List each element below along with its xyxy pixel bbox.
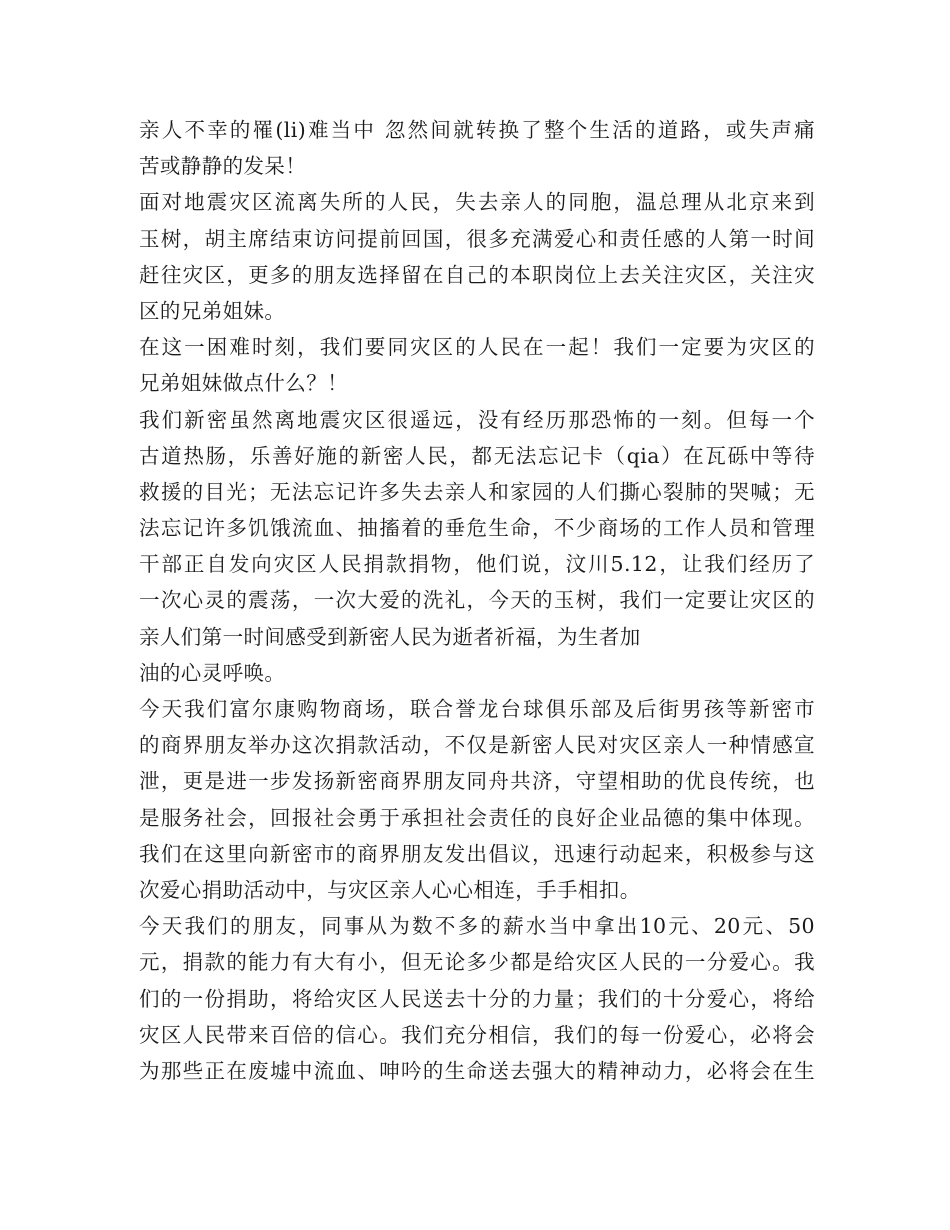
- text-line: 干部正自发向灾区人民捐款捐物，他们说，汶川5.12，让我们经历了: [139, 552, 815, 577]
- text-line: 泄，更是进一步发扬新密商界朋友同舟共济，守望相助的优良传统，也: [139, 769, 815, 794]
- text-line: 灾区人民带来百倍的信心。我们充分相信，我们的每一份爱心，必将会: [139, 1022, 815, 1047]
- text-line: 赶往灾区，更多的朋友选择留在自己的本职岗位上去关注灾区，关注灾: [139, 262, 815, 287]
- text-line: 是服务社会，回报社会勇于承担社会责任的良好企业品德的集中体现。: [139, 805, 815, 830]
- text-line: 亲人不幸的罹(li)难当中 忽然间就转换了整个生活的道路，或失声痛: [139, 118, 815, 142]
- body-text: [139, 112, 815, 1089]
- text-line: 我们新密虽然离地震灾区很遥远，没有经历那恐怖的一刻。但每一个: [139, 407, 815, 432]
- text-line: 古道热肠，乐善好施的新密人民，都无法忘记卡（qia）在瓦砾中等待: [139, 443, 815, 468]
- text-line: 面对地震灾区流离失所的人民，失去亲人的同胞，温总理从北京来到: [139, 190, 815, 215]
- text-line: 亲人们第一时间感受到新密人民为逝者祈福，为生者加: [139, 624, 641, 649]
- text-line: 今天我们富尔康购物商场，联合誉龙台球俱乐部及后街男孩等新密市: [139, 697, 815, 721]
- text-line: 油的心灵呼唤。: [139, 660, 286, 685]
- text-line: 苦或静静的发呆！: [139, 154, 307, 179]
- text-line: 法忘记许多饥饿流血、抽搐着的垂危生命，不少商场的工作人员和管理: [139, 516, 815, 541]
- text-line: 的商界朋友举办这次捐款活动，不仅是新密人民对灾区亲人一种情感宣: [139, 733, 815, 758]
- text-line: 玉树，胡主席结束访问提前回国，很多充满爱心和责任感的人第一时间: [139, 226, 815, 251]
- text-line: 区的兄弟姐妹。: [139, 298, 286, 323]
- text-line: 为那些正在废墟中流血、呻吟的生命送去强大的精神动力，必将会在生: [139, 1058, 815, 1083]
- text-line: 兄弟姐妹做点什么？！: [139, 371, 348, 396]
- text-line: 在这一困难时刻，我们要同灾区的人民在一起！我们一定要为灾区的: [139, 335, 815, 360]
- text-line: 元，捐款的能力有大有小，但无论多少都是给灾区人民的一分爱心。我: [139, 950, 815, 975]
- text-line: 我们在这里向新密市的商界朋友发出倡议，迅速行动起来，积极参与这: [139, 841, 815, 866]
- text-line: 今天我们的朋友，同事从为数不多的薪水当中拿出10元、20元、50: [139, 914, 815, 939]
- text-line: 救援的目光；无法忘记许多失去亲人和家园的人们撕心裂肺的哭喊；无: [139, 479, 815, 504]
- text-line: 一次心灵的震荡，一次大爱的洗礼，今天的玉树，我们一定要让灾区的: [139, 588, 815, 613]
- text-line: 们的一份捐助，将给灾区人民送去十分的力量；我们的十分爱心，将给: [139, 986, 815, 1011]
- text-line: 次爱心捐助活动中，与灾区亲人心心相连，手手相扣。: [139, 877, 641, 902]
